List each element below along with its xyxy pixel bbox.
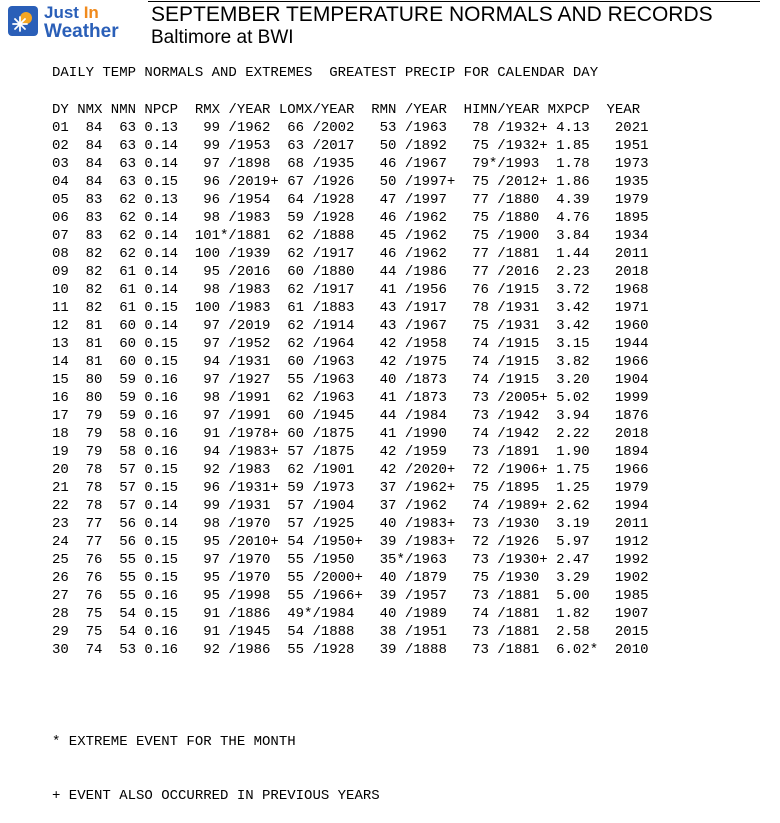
just-in-weather-logo bbox=[6, 4, 138, 46]
table-row: 06 83 62 0.14 98 /1983 59 /1928 46 /1962 75 /1880 4.76 1895 bbox=[52, 210, 649, 226]
table-row: 01 84 63 0.13 99 /1962 66 /2002 53 /1963 78 /1932+ 4.13 2021 bbox=[52, 120, 649, 136]
logo-word-just: Just bbox=[44, 3, 79, 22]
table-row: 21 78 57 0.15 96 /1931+ 59 /1973 37 /1962+ 75 /1895 1.25 1979 bbox=[52, 480, 649, 496]
table-row: 28 75 54 0.15 91 /1886 49*/1984 40 /1989 74 /1881 1.82 1907 bbox=[52, 606, 649, 622]
table-row: 16 80 59 0.16 98 /1991 62 /1963 41 /1873 73 /2005+ 5.02 1999 bbox=[52, 390, 649, 406]
table-row: 03 84 63 0.14 97 /1898 68 /1935 46 /1967 79*/1993 1.78 1973 bbox=[52, 156, 649, 172]
table-row: 10 82 61 0.14 98 /1983 62 /1917 41 /1956 76 /1915 3.72 1968 bbox=[52, 282, 649, 298]
column-header-row: DY NMX NMN NPCP RMX /YEAR LOMX/YEAR RMN /YEAR HIMN/YEAR MXPCP YEAR bbox=[52, 102, 641, 118]
logo-word-weather: Weather bbox=[44, 21, 119, 42]
logo-wordmark bbox=[44, 4, 119, 41]
footnotes bbox=[52, 697, 380, 823]
table-row: 24 77 56 0.15 95 /2010+ 54 /1950+ 39 /1983+ 72 /1926 5.97 1912 bbox=[52, 534, 649, 550]
table-row: 23 77 56 0.14 98 /1970 57 /1925 40 /1983+ 73 /1930 3.19 2011 bbox=[52, 516, 649, 532]
table-row: 25 76 55 0.15 97 /1970 55 /1950 35*/1963 73 /1930+ 2.47 1992 bbox=[52, 552, 649, 568]
header-rule bbox=[148, 1, 760, 2]
table-row: 02 84 63 0.14 99 /1953 63 /2017 50 /1892 75 /1932+ 1.85 1951 bbox=[52, 138, 649, 154]
table-row: 13 81 60 0.15 97 /1952 62 /1964 42 /1958 74 /1915 3.15 1944 bbox=[52, 336, 649, 352]
table-row: 22 78 57 0.14 99 /1931 57 /1904 37 /1962 74 /1989+ 2.62 1994 bbox=[52, 498, 649, 514]
table-row: 15 80 59 0.16 97 /1927 55 /1963 40 /1873 74 /1915 3.20 1904 bbox=[52, 372, 649, 388]
table-row: 18 79 58 0.16 91 /1978+ 60 /1875 41 /1990 74 /1942 2.22 2018 bbox=[52, 426, 649, 442]
logo-word-in: In bbox=[83, 3, 99, 22]
table-row: 04 84 63 0.15 96 /2019+ 67 /1926 50 /1997+ 75 /2012+ 1.86 1935 bbox=[52, 174, 649, 190]
logo-emblem-icon bbox=[11, 9, 35, 33]
page-subtitle: Baltimore at BWI bbox=[151, 27, 294, 48]
table-row: 14 81 60 0.15 94 /1931 60 /1963 42 /1975 74 /1915 3.82 1966 bbox=[52, 354, 649, 370]
data-table-body bbox=[52, 119, 649, 659]
table-row: 08 82 62 0.14 100 /1939 62 /1917 46 /1962 77 /1881 1.44 2011 bbox=[52, 246, 649, 262]
table-row: 17 79 59 0.16 97 /1991 60 /1945 44 /1984 73 /1942 3.94 1876 bbox=[52, 408, 649, 424]
table-row: 05 83 62 0.13 96 /1954 64 /1928 47 /1997 77 /1880 4.39 1979 bbox=[52, 192, 649, 208]
table-row: 29 75 54 0.16 91 /1945 54 /1888 38 /1951 73 /1881 2.58 2015 bbox=[52, 624, 649, 640]
table-row: 11 82 61 0.15 100 /1983 61 /1883 43 /1917 78 /1931 3.42 1971 bbox=[52, 300, 649, 316]
table-row: 19 79 58 0.16 94 /1983+ 57 /1875 42 /1959 73 /1891 1.90 1894 bbox=[52, 444, 649, 460]
footnote-extreme: * EXTREME EVENT FOR THE MONTH bbox=[52, 734, 296, 750]
page-title: SEPTEMBER TEMPERATURE NORMALS AND RECORDS bbox=[151, 3, 713, 26]
table-row: 26 76 55 0.15 95 /1970 55 /2000+ 40 /1879 75 /1930 3.29 1902 bbox=[52, 570, 649, 586]
table-row: 30 74 53 0.16 92 /1986 55 /1928 39 /1888 73 /1881 6.02* 2010 bbox=[52, 642, 649, 658]
table-row: 27 76 55 0.16 95 /1998 55 /1966+ 39 /1957 73 /1881 5.00 1985 bbox=[52, 588, 649, 604]
table-row: 20 78 57 0.15 92 /1983 62 /1901 42 /2020+ 72 /1906+ 1.75 1966 bbox=[52, 462, 649, 478]
table-row: 09 82 61 0.14 95 /2016 60 /1880 44 /1986 77 /2016 2.23 2018 bbox=[52, 264, 649, 280]
table-heading: DAILY TEMP NORMALS AND EXTREMES GREATEST PRECIP FOR CALENDAR DAY bbox=[52, 65, 599, 81]
table-row: 07 83 62 0.14 101*/1881 62 /1888 45 /1962 75 /1900 3.84 1934 bbox=[52, 228, 649, 244]
table-row: 12 81 60 0.14 97 /2019 62 /1914 43 /1967 75 /1931 3.42 1960 bbox=[52, 318, 649, 334]
snowflake-sun-icon bbox=[8, 6, 38, 36]
footnote-previous-years: + EVENT ALSO OCCURRED IN PREVIOUS YEARS bbox=[52, 788, 380, 804]
